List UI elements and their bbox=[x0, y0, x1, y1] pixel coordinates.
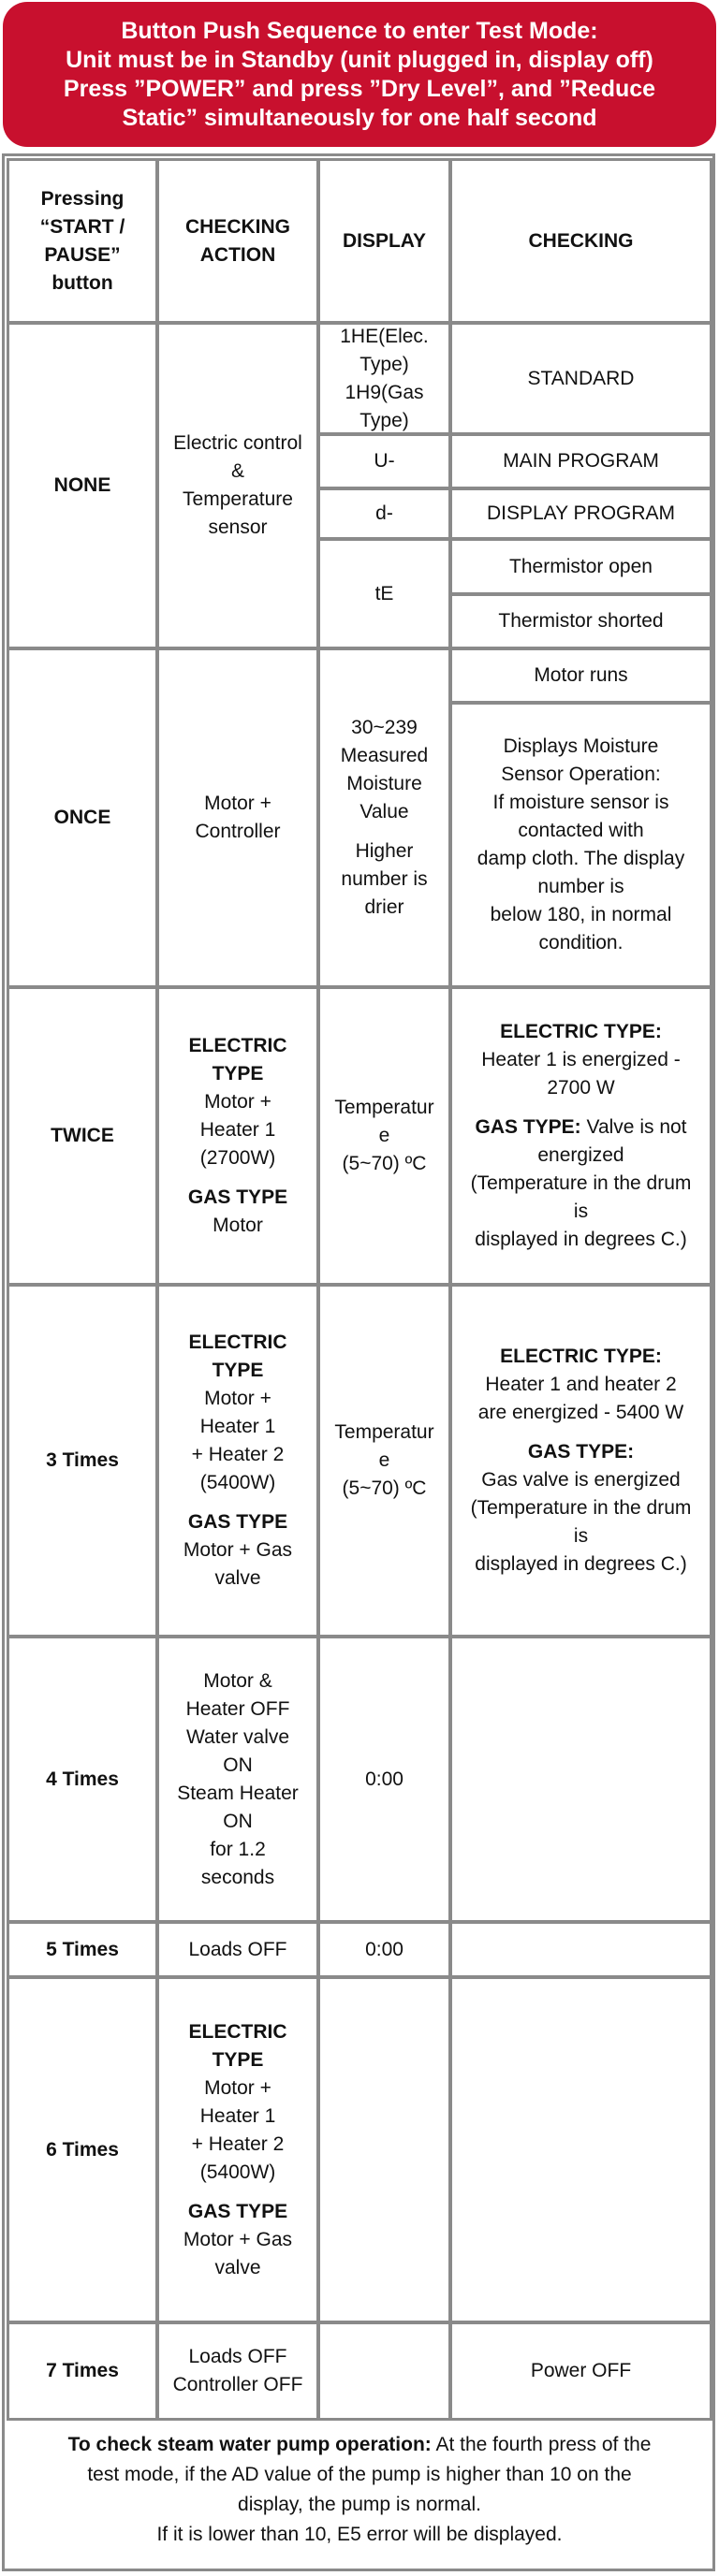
action-line: Motor + bbox=[204, 2076, 271, 2099]
display-line: number is bbox=[341, 868, 428, 890]
row-3-times-action bbox=[156, 1284, 319, 1637]
row-twice-label bbox=[7, 986, 158, 1286]
checking-line: Sensor Operation: bbox=[501, 764, 661, 785]
header-action-line: ACTION bbox=[199, 243, 276, 266]
row-none-display-2 bbox=[317, 433, 451, 489]
action-line: GAS TYPE bbox=[187, 1186, 288, 1208]
header-pressing-line: button bbox=[51, 271, 113, 294]
checking-line: Heater 1 and heater 2 bbox=[485, 1374, 677, 1395]
note-line-4: If it is lower than 10, E5 error will be displayed. bbox=[156, 2524, 563, 2545]
checking-line: Heater 1 is energized - bbox=[481, 1049, 681, 1070]
display-line: (5~70) ºC bbox=[342, 1477, 427, 1499]
row-none-action bbox=[156, 322, 319, 649]
action-line: Controller OFF bbox=[172, 2374, 303, 2395]
row-label-text: NONE bbox=[53, 474, 111, 496]
row-once-checking-1 bbox=[449, 648, 712, 704]
checking-line: (Temperature in the drum bbox=[470, 1172, 692, 1194]
note-text: At the fourth press of the bbox=[431, 2434, 652, 2455]
checking-text: Thermistor open bbox=[509, 555, 653, 577]
row-5-times-action bbox=[156, 1921, 319, 1978]
display-line: (5~70) ºC bbox=[342, 1153, 427, 1174]
header-action-line: CHECKING bbox=[184, 215, 290, 238]
row-3-times-display bbox=[317, 1284, 451, 1637]
row-label-text: 5 Times bbox=[46, 1938, 119, 1960]
action-line: ON bbox=[223, 1810, 253, 1832]
row-label-text: TWICE bbox=[51, 1125, 114, 1146]
row-once-checking-2 bbox=[449, 702, 712, 988]
row-twice-display bbox=[317, 986, 451, 1286]
row-label-text: 4 Times bbox=[46, 1768, 119, 1790]
display-text: d- bbox=[375, 502, 393, 524]
checking-text: Power OFF bbox=[530, 2360, 632, 2381]
banner-line-4: Static” simultaneously for one half second bbox=[122, 104, 597, 131]
row-none-checking-1 bbox=[449, 322, 712, 435]
display-line: Value bbox=[360, 801, 409, 822]
row-twice-action bbox=[156, 986, 319, 1286]
row-label-text: 3 Times bbox=[46, 1449, 119, 1471]
action-line: Heater OFF bbox=[185, 1697, 290, 1720]
header-pressing-line: Pressing bbox=[40, 187, 125, 210]
row-5-times-label bbox=[7, 1921, 158, 1978]
action-line: (5400W) bbox=[199, 1472, 276, 1493]
checking-text: MAIN PROGRAM bbox=[503, 450, 659, 472]
action-line: TYPE bbox=[212, 1360, 264, 1381]
checking-text: Motor runs bbox=[534, 664, 628, 686]
row-7-times-checking bbox=[449, 2321, 712, 2421]
action-line: + Heater 2 bbox=[191, 1444, 285, 1465]
display-line: e bbox=[378, 1125, 390, 1146]
display-line: Moisture bbox=[346, 773, 422, 794]
row-none-checking-4a bbox=[449, 538, 712, 595]
checking-line: ELECTRIC TYPE: bbox=[500, 1021, 662, 1042]
action-line: GAS TYPE bbox=[187, 2200, 288, 2222]
header-checking-action bbox=[156, 158, 319, 324]
checking-line: GAS TYPE: bbox=[527, 1441, 635, 1463]
action-line: Heater 1 bbox=[199, 1119, 276, 1141]
row-4-times-checking bbox=[449, 1636, 712, 1923]
action-line: Electric control bbox=[173, 432, 302, 454]
action-line: Steam Heater bbox=[177, 1782, 299, 1804]
row-label-text: 6 Times bbox=[46, 2138, 119, 2161]
header-checking-text: CHECKING bbox=[528, 229, 634, 252]
row-6-times-action bbox=[156, 1976, 319, 2323]
action-line: ELECTRIC bbox=[188, 1332, 287, 1353]
action-line: Motor bbox=[213, 1215, 263, 1236]
action-line: ELECTRIC bbox=[188, 2020, 287, 2043]
action-line: Heater 1 bbox=[199, 2104, 276, 2127]
row-6-times-label bbox=[7, 1976, 158, 2323]
banner-line-2: Unit must be in Standby (unit plugged in, display off) bbox=[66, 46, 653, 73]
checking-line: below 180, in normal bbox=[490, 904, 672, 925]
header-display-text: DISPLAY bbox=[342, 229, 427, 252]
row-7-times-label bbox=[7, 2321, 158, 2421]
display-line: 1HE(Elec. bbox=[340, 325, 429, 347]
row-none-display-3 bbox=[317, 488, 451, 540]
action-line: + Heater 2 bbox=[191, 2132, 285, 2155]
checking-line: If moisture sensor is bbox=[492, 792, 669, 813]
display-line: drier bbox=[364, 896, 404, 918]
checking-line: displayed in degrees C.) bbox=[475, 1553, 687, 1575]
checking-line: displayed in degrees C.) bbox=[475, 1229, 687, 1250]
checking-line: number is bbox=[537, 876, 624, 897]
action-line: ON bbox=[223, 1754, 253, 1776]
steam-pump-note bbox=[13, 2430, 706, 2550]
test-mode-banner bbox=[3, 2, 716, 147]
gas-type-label: GAS TYPE: bbox=[475, 1116, 581, 1138]
action-line: Heater 1 bbox=[199, 1416, 276, 1437]
checking-line: energized bbox=[537, 1144, 624, 1166]
action-line: Loads OFF bbox=[188, 2346, 287, 2367]
checking-line: condition. bbox=[538, 932, 624, 953]
row-none-display-4 bbox=[317, 538, 451, 649]
header-display bbox=[317, 158, 451, 324]
action-line: valve bbox=[214, 2256, 261, 2278]
display-line: 30~239 bbox=[351, 717, 418, 738]
checking-line: ELECTRIC TYPE: bbox=[500, 1346, 662, 1367]
row-3-times-label bbox=[7, 1284, 158, 1637]
display-text: 0:00 bbox=[365, 1768, 404, 1790]
row-4-times-label bbox=[7, 1636, 158, 1923]
checking-line: (Temperature in the drum bbox=[470, 1497, 692, 1519]
checking-line bbox=[475, 1113, 686, 1142]
action-line: & bbox=[230, 460, 244, 482]
header-pressing bbox=[7, 158, 158, 324]
action-line: Motor + bbox=[204, 793, 271, 814]
display-line: Type) bbox=[360, 409, 409, 431]
row-3-times-checking bbox=[449, 1284, 712, 1637]
row-6-times-checking bbox=[449, 1976, 712, 2323]
checking-line: are energized - 5400 W bbox=[477, 1402, 684, 1423]
row-7-times-display bbox=[317, 2321, 451, 2421]
row-none-label bbox=[7, 322, 158, 649]
row-once-label bbox=[7, 648, 158, 988]
row-4-times-display bbox=[317, 1636, 451, 1923]
checking-line: 2700 W bbox=[547, 1077, 615, 1099]
note-bold-label: To check steam water pump operation: bbox=[67, 2434, 432, 2455]
row-4-times-action bbox=[156, 1636, 319, 1923]
banner-line-3: Press ”POWER” and press ”Dry Level”, and ”Reduce bbox=[63, 75, 656, 102]
header-checking bbox=[449, 158, 712, 324]
banner-line-1: Button Push Sequence to enter Test Mode: bbox=[121, 17, 598, 44]
row-5-times-display bbox=[317, 1921, 451, 1978]
action-line: (5400W) bbox=[199, 2161, 276, 2183]
action-line: (2700W) bbox=[199, 1147, 276, 1169]
action-line: TYPE bbox=[212, 2048, 264, 2071]
action-line: Motor + bbox=[204, 1388, 271, 1409]
checking-line: is bbox=[573, 1525, 589, 1547]
row-label-text: 7 Times bbox=[46, 2360, 119, 2381]
row-once-display bbox=[317, 648, 451, 988]
checking-text: STANDARD bbox=[527, 367, 635, 389]
display-line: e bbox=[378, 1449, 390, 1471]
action-line: seconds bbox=[200, 1866, 275, 1888]
row-twice-checking bbox=[449, 986, 712, 1286]
checking-text: Thermistor shorted bbox=[498, 610, 664, 632]
note-line-3: display, the pump is normal. bbox=[238, 2494, 481, 2515]
action-line: GAS TYPE bbox=[187, 1511, 288, 1533]
action-line: Motor + bbox=[204, 1091, 271, 1113]
action-line: Motor + Gas bbox=[183, 1539, 293, 1561]
gas-type-text: Valve is not bbox=[580, 1116, 687, 1138]
row-label-text: ONCE bbox=[53, 807, 111, 828]
action-line: TYPE bbox=[212, 1063, 264, 1084]
checking-text: DISPLAY PROGRAM bbox=[486, 502, 676, 524]
row-7-times-action bbox=[156, 2321, 319, 2421]
display-line: Temperatur bbox=[334, 1097, 434, 1118]
display-text: tE bbox=[374, 582, 394, 604]
row-none-checking-3 bbox=[449, 488, 712, 540]
checking-line: contacted with bbox=[518, 820, 644, 841]
action-line: sensor bbox=[208, 517, 268, 538]
row-none-checking-2 bbox=[449, 433, 712, 489]
action-line: Temperature bbox=[183, 488, 293, 510]
action-line: Motor + Gas bbox=[183, 2228, 293, 2250]
checking-line: Displays Moisture bbox=[503, 735, 659, 757]
action-line: Controller bbox=[195, 821, 281, 842]
note-line-1 bbox=[13, 2430, 706, 2460]
action-line: Water valve bbox=[185, 1725, 290, 1748]
row-once-action bbox=[156, 648, 319, 988]
checking-line: damp cloth. The display bbox=[477, 848, 685, 869]
row-none-checking-4b bbox=[449, 593, 712, 649]
display-text: 0:00 bbox=[365, 1938, 404, 1960]
display-text: U- bbox=[374, 450, 395, 472]
display-line: Type) bbox=[360, 353, 409, 375]
header-pressing-line: “START / bbox=[39, 215, 125, 238]
checking-line: is bbox=[573, 1201, 589, 1222]
display-line: Temperatur bbox=[334, 1421, 434, 1443]
action-line: Motor & bbox=[203, 1669, 272, 1692]
row-none-display-1 bbox=[317, 322, 451, 435]
header-pressing-line: PAUSE” bbox=[44, 243, 121, 266]
action-text: Loads OFF bbox=[188, 1938, 287, 1960]
display-line: 1H9(Gas bbox=[345, 381, 424, 403]
checking-line: Gas valve is energized bbox=[481, 1469, 681, 1491]
action-line: ELECTRIC bbox=[188, 1035, 287, 1056]
note-line-2: test mode, if the AD value of the pump is higher than 10 on the bbox=[87, 2464, 632, 2485]
action-line: for 1.2 bbox=[210, 1838, 266, 1860]
row-5-times-checking bbox=[449, 1921, 712, 1978]
action-line: valve bbox=[214, 1567, 261, 1589]
display-line: Higher bbox=[355, 840, 414, 862]
display-line: Measured bbox=[340, 745, 429, 766]
row-6-times-display bbox=[317, 1976, 451, 2323]
